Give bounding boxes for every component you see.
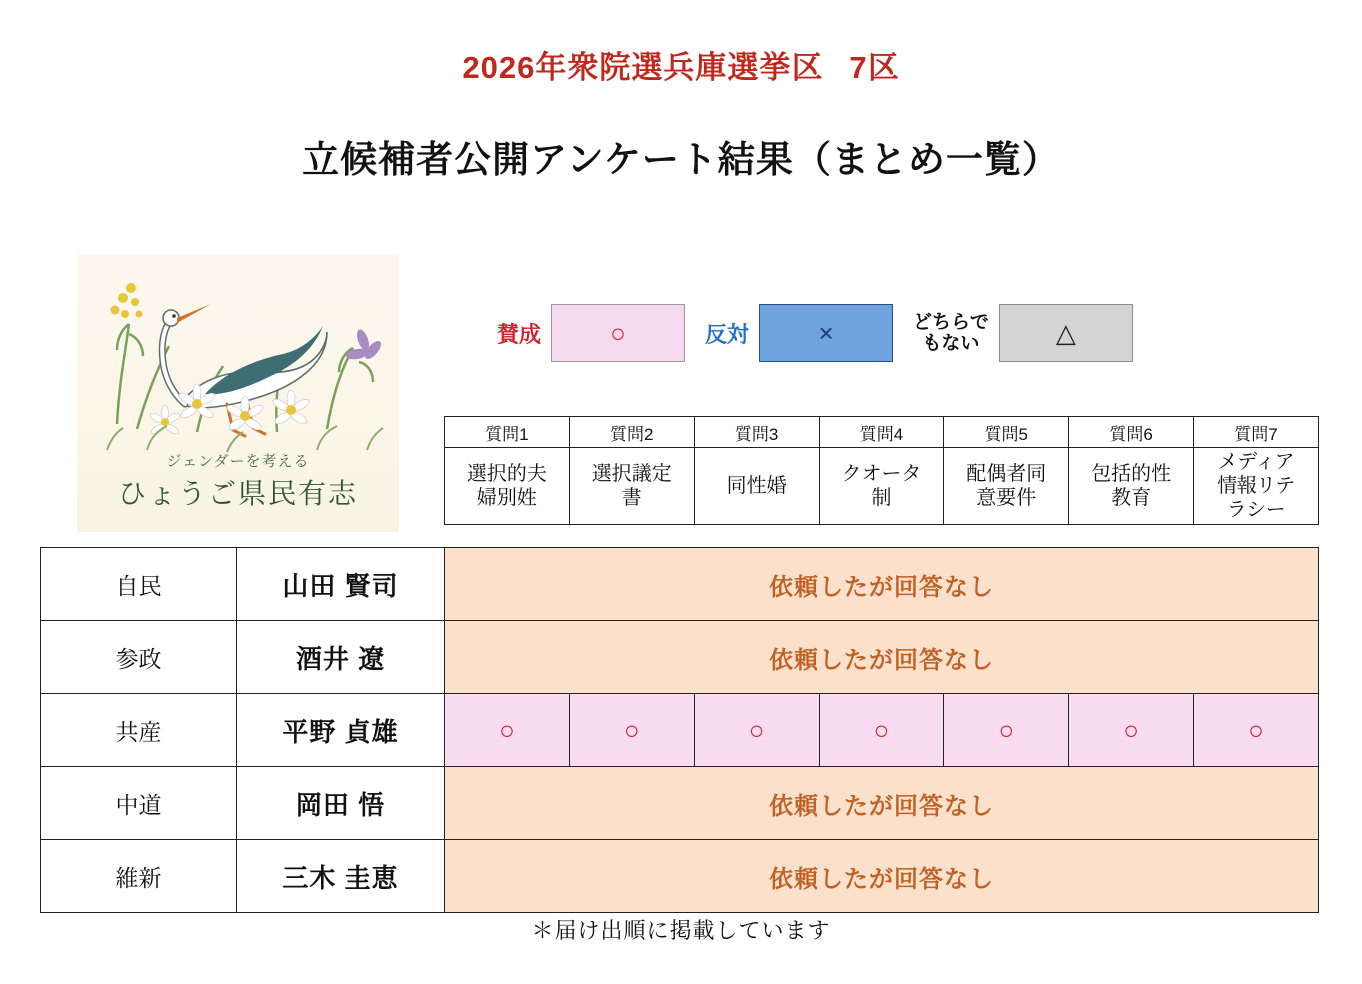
candidate-name: 三木 圭恵 [237,840,445,913]
legend-label-neither-line1: どちらで [913,311,989,333]
question-topic-line: 書 [621,487,642,509]
question-topic-line: 教育 [1111,487,1152,509]
answer-cell: ○ [569,694,694,767]
footnote: ＊届け出順に掲載しています [531,918,831,943]
question-number: 質問3 [694,417,819,448]
question-number: 質問7 [1194,417,1319,448]
no-reply-notice: 依頼したが回答なし [445,548,1319,621]
question-number: 質問5 [944,417,1069,448]
no-reply-notice: 依頼したが回答なし [445,840,1319,913]
party-name: 維新 [41,840,237,913]
question-topic-line: クオータ [841,463,922,485]
no-reply-notice: 依頼したが回答なし [445,767,1319,840]
question-topic-line: 選択的夫 [466,463,547,485]
logo-caption-large: ひょうご県民有志 [117,478,358,509]
question-topic-line: 同性婚 [726,475,787,497]
logo-caption-small: ジェンダーを考える [166,453,310,470]
legend-label-neither-line2: もない [922,333,980,354]
question-topic [694,448,819,525]
question-number: 質問6 [1069,417,1194,448]
organization-logo [77,254,399,532]
legend-label-neither [913,312,989,355]
legend-item-neither [913,304,1133,362]
legend-item-agree [497,304,685,362]
party-name: 中道 [41,767,237,840]
legend [497,304,1133,362]
legend-swatch-agree: ○ [551,304,685,362]
table-row [41,840,1319,913]
question-topic [569,448,694,525]
no-reply-notice: 依頼したが回答なし [445,621,1319,694]
question-topic-line: 情報リテ [1217,475,1295,497]
party-name: 共産 [41,694,237,767]
question-topic-line: ラシー [1226,499,1286,521]
question-topic-line: 配偶者同 [966,463,1047,485]
question-topic-line: 制 [871,487,892,509]
candidate-name: 山田 賢司 [237,548,445,621]
question-topic [1194,448,1319,525]
question-number: 質問2 [569,417,694,448]
question-number: 質問4 [819,417,944,448]
question-topic [944,448,1069,525]
legend-swatch-oppose: × [759,304,893,362]
question-topic [819,448,944,525]
party-name: 自民 [41,548,237,621]
answer-cell: ○ [445,694,570,767]
candidate-name: 平野 貞雄 [237,694,445,767]
answer-cell: ○ [819,694,944,767]
page-title [0,42,1362,87]
table-row [41,694,1319,767]
legend-label-oppose: 反対 [705,321,750,347]
question-topic [1069,448,1194,525]
question-header-table [444,416,1319,525]
answer-cell: ○ [1194,694,1319,767]
answer-cell: ○ [944,694,1069,767]
question-topic [445,448,570,525]
table-row [41,767,1319,840]
question-topic-line: 意要件 [976,487,1037,509]
answer-cell: ○ [694,694,819,767]
candidate-results-table [40,547,1319,913]
page-title-election: 2026年衆院選兵庫選挙区 [462,50,824,85]
table-row [41,548,1319,621]
stork-and-flowers-icon [77,254,399,454]
candidate-name: 岡田 悟 [237,767,445,840]
answer-cell: ○ [1069,694,1194,767]
question-topic-line: 包括的性 [1091,463,1172,485]
question-topic-line: メディア [1217,451,1295,473]
legend-item-oppose [705,304,893,362]
page-title-district: 7区 [849,50,900,85]
question-topic-line: 選択議定 [591,463,672,485]
legend-swatch-neither: △ [999,304,1133,362]
legend-label-agree: 賛成 [497,321,542,347]
page-subtitle: 立候補者公開アンケート結果（まとめ一覧） [302,139,1060,180]
question-topic-line: 婦別姓 [476,487,537,509]
party-name: 参政 [41,621,237,694]
question-number: 質問1 [445,417,570,448]
candidate-name: 酒井 遼 [237,621,445,694]
table-row [41,621,1319,694]
